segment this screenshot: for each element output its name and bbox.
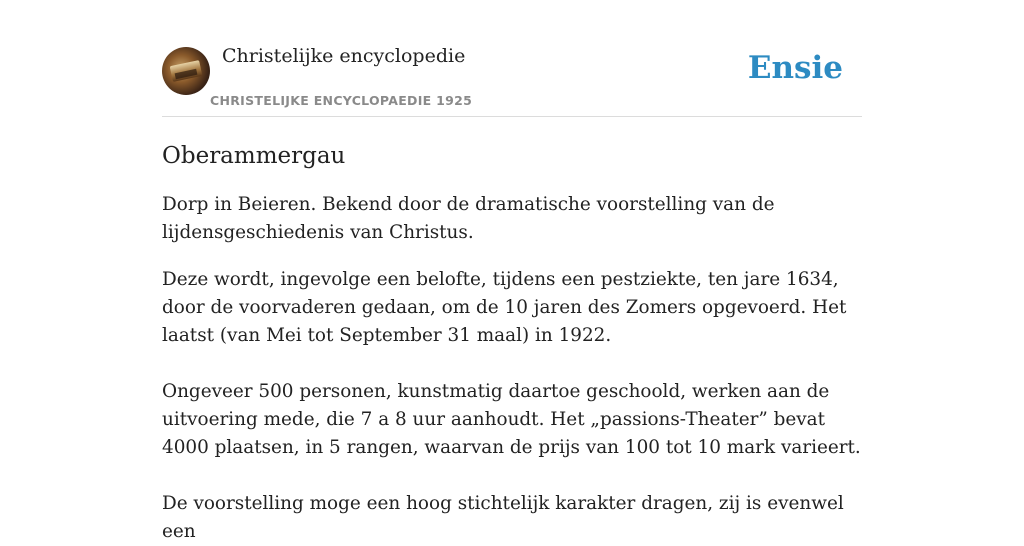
site-title-link[interactable]: Christelijke encyclopedie bbox=[222, 45, 466, 67]
article bbox=[162, 117, 862, 546]
article-paragraph: Deze wordt, ingevolge een belofte, tijdens een pestziekte, ten jare 1634, door de voorvaderen gedaan, om de 10 jaren des Zomers opgevoerd. Het laatst (van Mei tot September 31 maal) in 1922. bbox=[162, 269, 847, 346]
article-paragraph: De voorstelling moge een hoog stichtelijk karakter dragen, zij is evenwel een bbox=[162, 493, 844, 542]
page bbox=[162, 0, 862, 546]
encyclopedia-avatar-icon[interactable] bbox=[162, 47, 210, 95]
ensie-logo-link[interactable]: Ensie bbox=[747, 50, 843, 86]
site-header bbox=[162, 0, 862, 117]
article-paragraph: Ongeveer 500 personen, kunstmatig daartoe geschoold, werken aan de uitvoering mede, die 7 a 8 uur aanhoudt. Het „passions-Theater” bevat 4000 plaatsen, in 5 rangen, waarvan de prijs van 100 tot 10 mark varieert. bbox=[162, 381, 861, 458]
site-subtitle: CHRISTELIJKE ENCYCLOPAEDIE 1925 bbox=[210, 93, 473, 108]
article-title: Oberammergau bbox=[162, 143, 346, 169]
article-paragraph: Dorp in Beieren. Bekend door de dramatische voorstelling van de lijdensgeschiedenis van Christus. bbox=[162, 194, 775, 243]
